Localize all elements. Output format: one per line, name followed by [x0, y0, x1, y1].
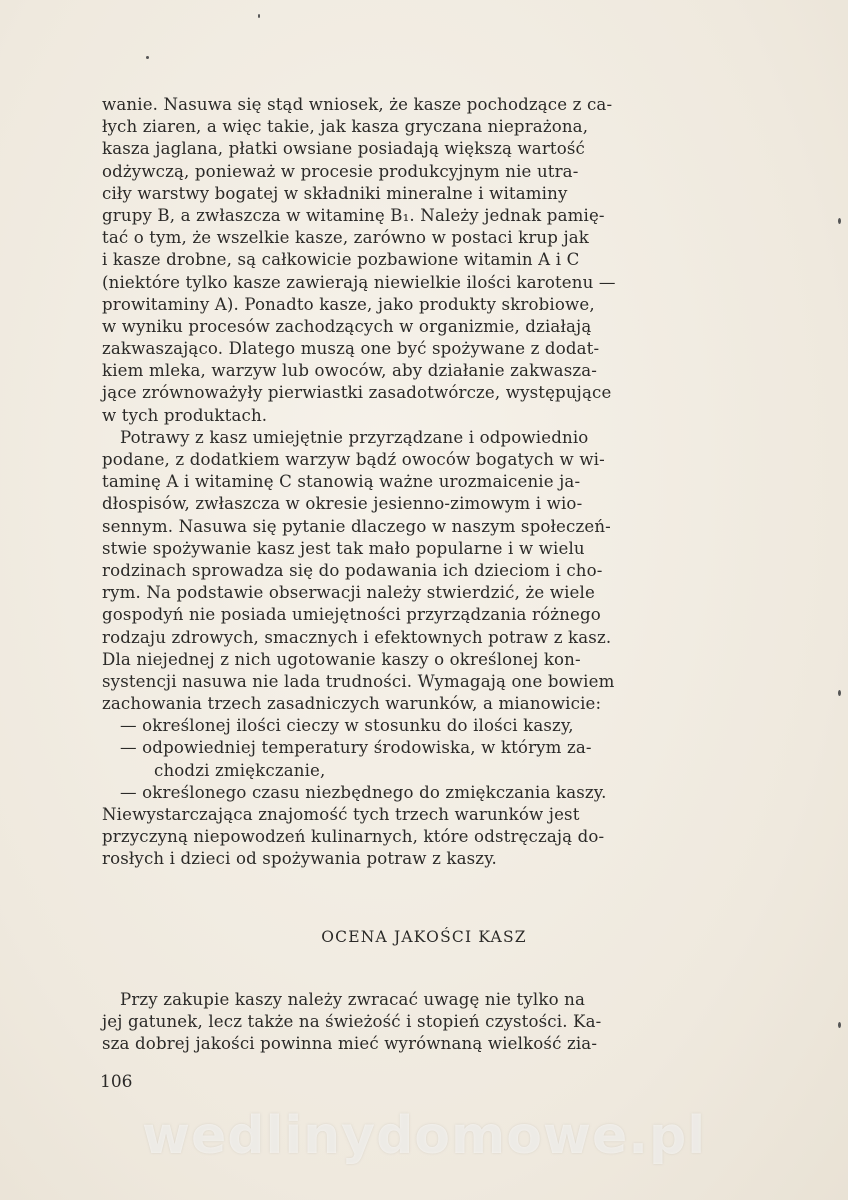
text-line: wanie. Nasuwa się stąd wniosek, że kasze pochodzące z ca- — [102, 95, 613, 114]
body-text-2 — [102, 972, 764, 1072]
text-line: dłospisów, zwłaszcza w okresie jesienno-zimowym i wio- — [102, 494, 583, 514]
text-line: i kasze drobne, są całkowicie pozbawione witamin A i C — [102, 250, 580, 270]
ink-speck — [258, 14, 260, 18]
text-line: taminę A i witaminę C stanowią ważne urozmaicenie ja- — [102, 472, 581, 492]
section-heading: OCENA JAKOŚCI KASZ — [321, 928, 527, 946]
text-line: rosłych i dzieci od spożywania potraw z kaszy. — [102, 849, 497, 869]
ink-speck — [838, 1022, 841, 1028]
text-line: rym. Na podstawie obserwacji należy stwierdzić, że wiele — [102, 583, 595, 603]
text-line: Dla niejednej z nich ugotowanie kaszy o określonej kon- — [102, 649, 581, 669]
text-line: Przy zakupie kaszy należy zwracać uwagę nie tylko na — [120, 989, 586, 1009]
text-line: Niewystarczająca znajomość tych trzech warunków jest — [102, 805, 580, 824]
text-line: podane, z dodatkiem warzyw bądź owoców bogatych w wi- — [102, 450, 605, 469]
body-text — [102, 94, 764, 871]
text-line: prowitaminy A). Ponadto kasze, jako produkty skrobiowe, — [102, 294, 595, 314]
text-line: zachowania trzech zasadniczych warunków, a mianowicie: — [102, 694, 602, 714]
watermark: wedlinydomowe.pl — [141, 1106, 707, 1166]
text-line: jej gatunek, lecz także na świeżość i stopień czystości. Ka- — [102, 1011, 602, 1031]
text-line: (niektóre tylko kasze zawierają niewielkie ilości karotenu — — [102, 272, 616, 292]
paragraph-1 — [102, 94, 764, 427]
text-line: ciły warstwy bogatej w składniki mineralne i witaminy — [102, 183, 568, 203]
paragraph-2 — [102, 427, 764, 715]
text-line: grupy B, a zwłaszcza w witaminę B₁. Należy jednak pamię- — [102, 205, 605, 225]
text-line: sennym. Nasuwa się pytanie dlaczego w naszym społeczeń- — [102, 516, 611, 536]
text-line: łych ziaren, a więc takie, jak kasza gryczana nieprażona, — [102, 117, 589, 137]
text-line: w tych produktach. — [102, 405, 268, 425]
text-line: kasza jaglana, płatki owsiane posiadają większą wartość — [102, 139, 585, 159]
paragraph-3 — [102, 804, 764, 871]
text-line: kiem mleka, warzyw lub owoców, aby działanie zakwasza- — [102, 361, 598, 381]
list-item-continuation: chodzi zmiękczanie, — [154, 760, 326, 780]
text-line: przyczyną niepowodzeń kulinarnych, które odstręczają do- — [102, 827, 605, 847]
text-line: gospodyń nie posiada umiejętności przyrządzania różnego — [102, 605, 601, 625]
dash-list — [102, 715, 764, 804]
text-line: rodzaju zdrowych, smacznych i efektownych potraw z kasz. — [102, 627, 612, 647]
text-line: odżywczą, ponieważ w procesie produkcyjnym nie utra- — [102, 161, 579, 181]
text-line: rodzinach sprowadza się do podawania ich dzieciom i cho- — [102, 560, 603, 580]
text-line: zakwaszająco. Dlatego muszą one być spożywane z dodat- — [102, 339, 600, 359]
list-item: — określonej ilości cieczy w stosunku do ilości kaszy, — [120, 716, 574, 736]
paragraph-4 — [102, 989, 764, 1056]
text-line: systencji nasuwa nie lada trudności. Wymagają one bowiem — [102, 671, 615, 691]
ink-speck — [838, 218, 841, 224]
page-number: 106 — [100, 1072, 133, 1092]
text-line: w wyniku procesów zachodzących w organizmie, działają — [102, 316, 592, 336]
text-line: jące zrównoważyły pierwiastki zasadotwórcze, występujące — [102, 383, 612, 403]
list-item: — odpowiedniej temperatury środowiska, w którym za- — [120, 738, 592, 758]
text-line: stwie spożywanie kasz jest tak mało popularne i w wielu — [102, 538, 585, 558]
text-line: sza dobrej jakości powinna mieć wyrównaną wielkość zia- — [102, 1033, 598, 1053]
ink-speck — [146, 56, 149, 59]
text-line: tać o tym, że wszelkie kasze, zarówno w postaci krup jak — [102, 228, 590, 248]
list-item: — określonego czasu niezbędnego do zmiękczania kaszy. — [120, 782, 607, 802]
text-line: Potrawy z kasz umiejętnie przyrządzane i odpowiednio — [120, 427, 589, 447]
ink-speck — [838, 690, 841, 696]
